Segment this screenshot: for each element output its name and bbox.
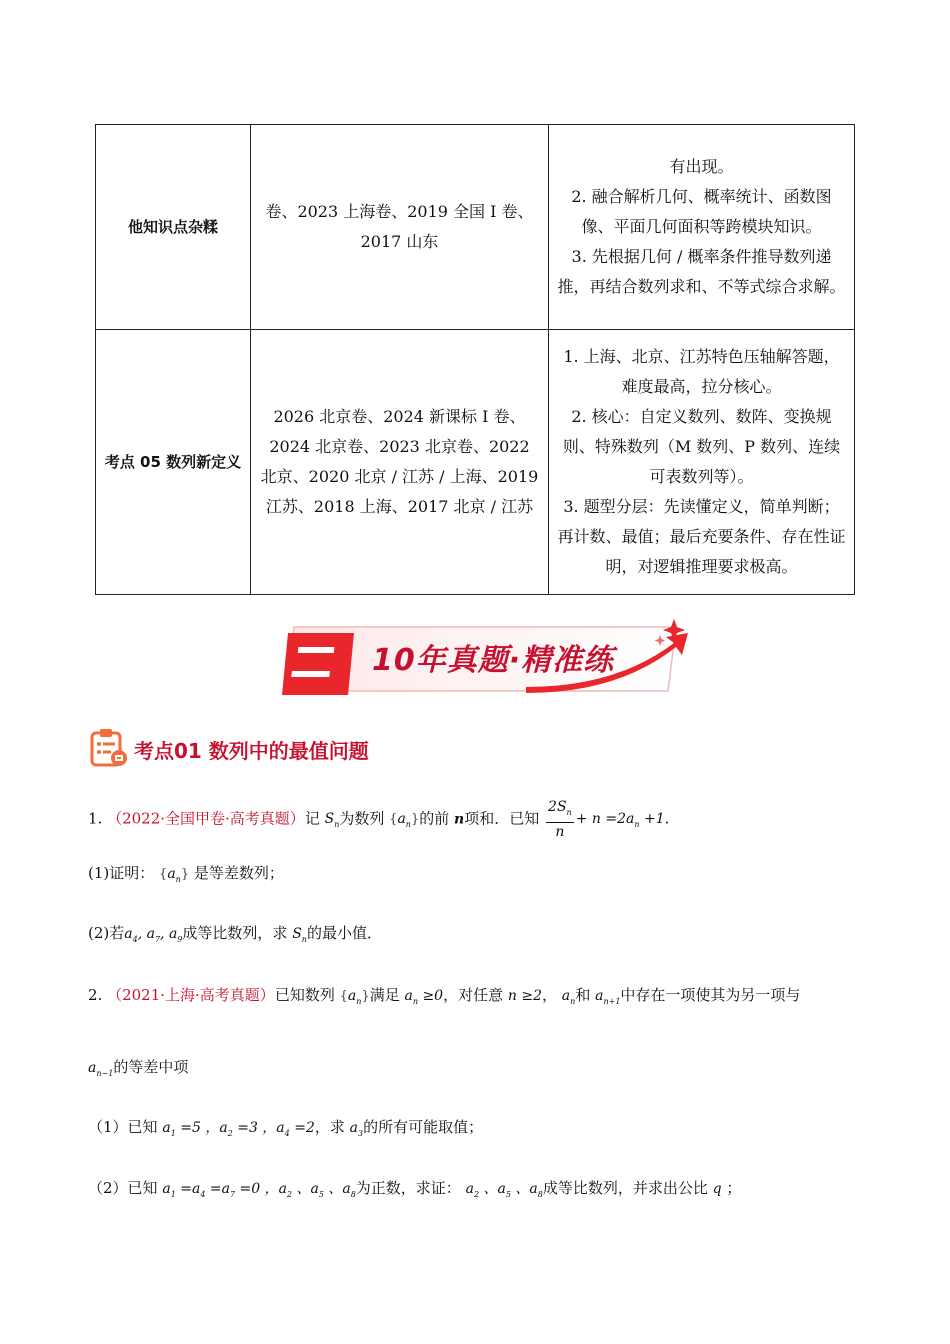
stem-text: ， (542, 986, 558, 1004)
part-text: (1)证明： (88, 864, 155, 882)
stem-text: 的前 (419, 809, 450, 828)
note-line: 2. 核心：自定义数列、数阵、变换规则、特殊数列（M 数列、P 数列、连续可表数列等）。 (562, 407, 841, 486)
part-text: 成等比数列，并求出公比 (542, 1179, 708, 1197)
part-text: 是等差数列； (193, 864, 284, 882)
table-row (96, 125, 855, 330)
math-a1-a4-a7: $a_1 =a_4 =a_7 =0$ ，$a_2$ 、$a_5$ 、$a_8$ (162, 1181, 356, 1199)
problem-number: 2. (88, 986, 103, 1004)
math-q: q (712, 1181, 722, 1197)
math-sn: $S_n$ (324, 811, 340, 830)
part-text: 为正数，求证： (355, 1179, 461, 1197)
stem-text: 的等差中项 (113, 1058, 189, 1076)
problem-2-part-1 (88, 1116, 483, 1138)
stem-text: 中存在一项使其为另一项与 (620, 986, 801, 1004)
problem-2-part-2: （2）已知 $a_1 =a_4 =a_7 =0$ ，$a_2$ 、$a_5$ 、$a_8$为正数，求证： $a_2$ 、$a_5$ 、$a_8$成等比数列，并求出公比 q ； (88, 1179, 742, 1199)
math-equation: $\frac{2S_n}{n}$ + $n =2a_n +1$ (548, 799, 665, 840)
topic-cell: 考点 05 数列新定义 (96, 330, 251, 595)
stem-text: 记 (304, 809, 320, 828)
part-text: 的最小值． (306, 924, 382, 942)
math-an: $a_n$ (561, 988, 576, 1006)
note-line: 2. 融合解析几何、概率统计、函数图像、平面几何面积等跨模块知识。 (571, 187, 832, 236)
clipboard-icon (88, 727, 128, 767)
exam-table (95, 124, 855, 595)
stem-text: ，对任意 (443, 986, 504, 1004)
problem-2-stem-cont (88, 1056, 188, 1078)
problem-1-stem (88, 798, 669, 841)
math-n: n (454, 811, 465, 828)
note-line: 3. 题型分层：先读懂定义，简单判断；再计数、最值；最后充要条件、存在性证明，对逻辑推理要求极高。 (557, 497, 846, 576)
section-banner (276, 613, 696, 701)
math-sn: $S_n$ (292, 926, 307, 944)
math-n-ge-2: n ≥2 (507, 988, 542, 1004)
stem-text: . (664, 809, 670, 828)
exams-text: 卷、2023 上海卷、2019 全国 Ⅰ 卷、2017 山东 (265, 202, 534, 251)
section-title: 考点01 数列中的最值问题 (134, 739, 369, 763)
stem-text: 项和．已知 (464, 809, 540, 828)
note-line: 3. 先根据几何 / 概率条件推导数列递推，再结合数列求和、不等式综合求解。 (557, 247, 846, 296)
math-a3: $a_3$ (349, 1120, 364, 1138)
math-a2-a5-a8: $a_2$ 、$a_5$ 、$a_8$ (465, 1181, 543, 1199)
math-an-plus-1: $a_{n+1}$ (595, 988, 621, 1006)
problem-source: （2021·上海·高考真题） (107, 986, 275, 1004)
banner-title: 10年真题·精准练 (372, 643, 615, 678)
exams-text: 2026 北京卷、2024 新课标 Ⅰ 卷、2024 北京卷、2023 北京卷、2022 北京、2020 北京 / 江苏 / 上海、2019 江苏、2018 上海、2017 北京 / 江苏 (260, 407, 539, 516)
math-an-ge-0: $a_n \ge 0$ (404, 988, 444, 1006)
stem-text: 为数列 (339, 809, 385, 828)
topic-cell: 他知识点杂糅 (96, 125, 251, 330)
stem-text: 满足 (369, 986, 400, 1004)
math-seq-an: $\{a_n\}$ (339, 988, 370, 1006)
part-text: 的所有可能取值； (363, 1118, 484, 1136)
math-a4-a7-a9: $a_4$, $a_7$, $a_9$ (124, 926, 183, 944)
exams-cell (251, 330, 549, 595)
math-an-minus-1: $a_{n-1}$ (88, 1060, 114, 1078)
problem-source: （2022·全国甲卷·高考真题） (107, 809, 305, 828)
problem-1-part-1 (88, 862, 284, 884)
problem-2-stem (88, 984, 800, 1006)
math-seq-an: $\{a_n\}$ (389, 811, 420, 830)
table-row (96, 330, 855, 595)
stem-text: 和 (575, 986, 591, 1004)
notes-cell (549, 330, 855, 595)
part-text: ，求 (314, 1118, 345, 1136)
part-text: （1）已知 (88, 1118, 158, 1136)
problem-1-part-2 (88, 922, 382, 944)
math-seq-an: $\{a_n\}$ (159, 866, 190, 884)
math-a1-a2-a4: $a_1 =5$ ，$a_2 =3$ ，$a_4 =2$ (162, 1120, 315, 1138)
problem-number: 1. (88, 809, 103, 828)
part-text: （2）已知 (88, 1179, 158, 1197)
part-text: 成等比数列，求 (182, 924, 288, 942)
note-line: 1. 上海、北京、江苏特色压轴解答题，难度最高，拉分核心。 (563, 347, 840, 396)
notes-cell (549, 125, 855, 330)
stem-text: 已知数列 (274, 986, 335, 1004)
note-line: 有出现。 (669, 157, 734, 176)
exams-cell (251, 125, 549, 330)
part-text: (2)若 (88, 924, 125, 942)
